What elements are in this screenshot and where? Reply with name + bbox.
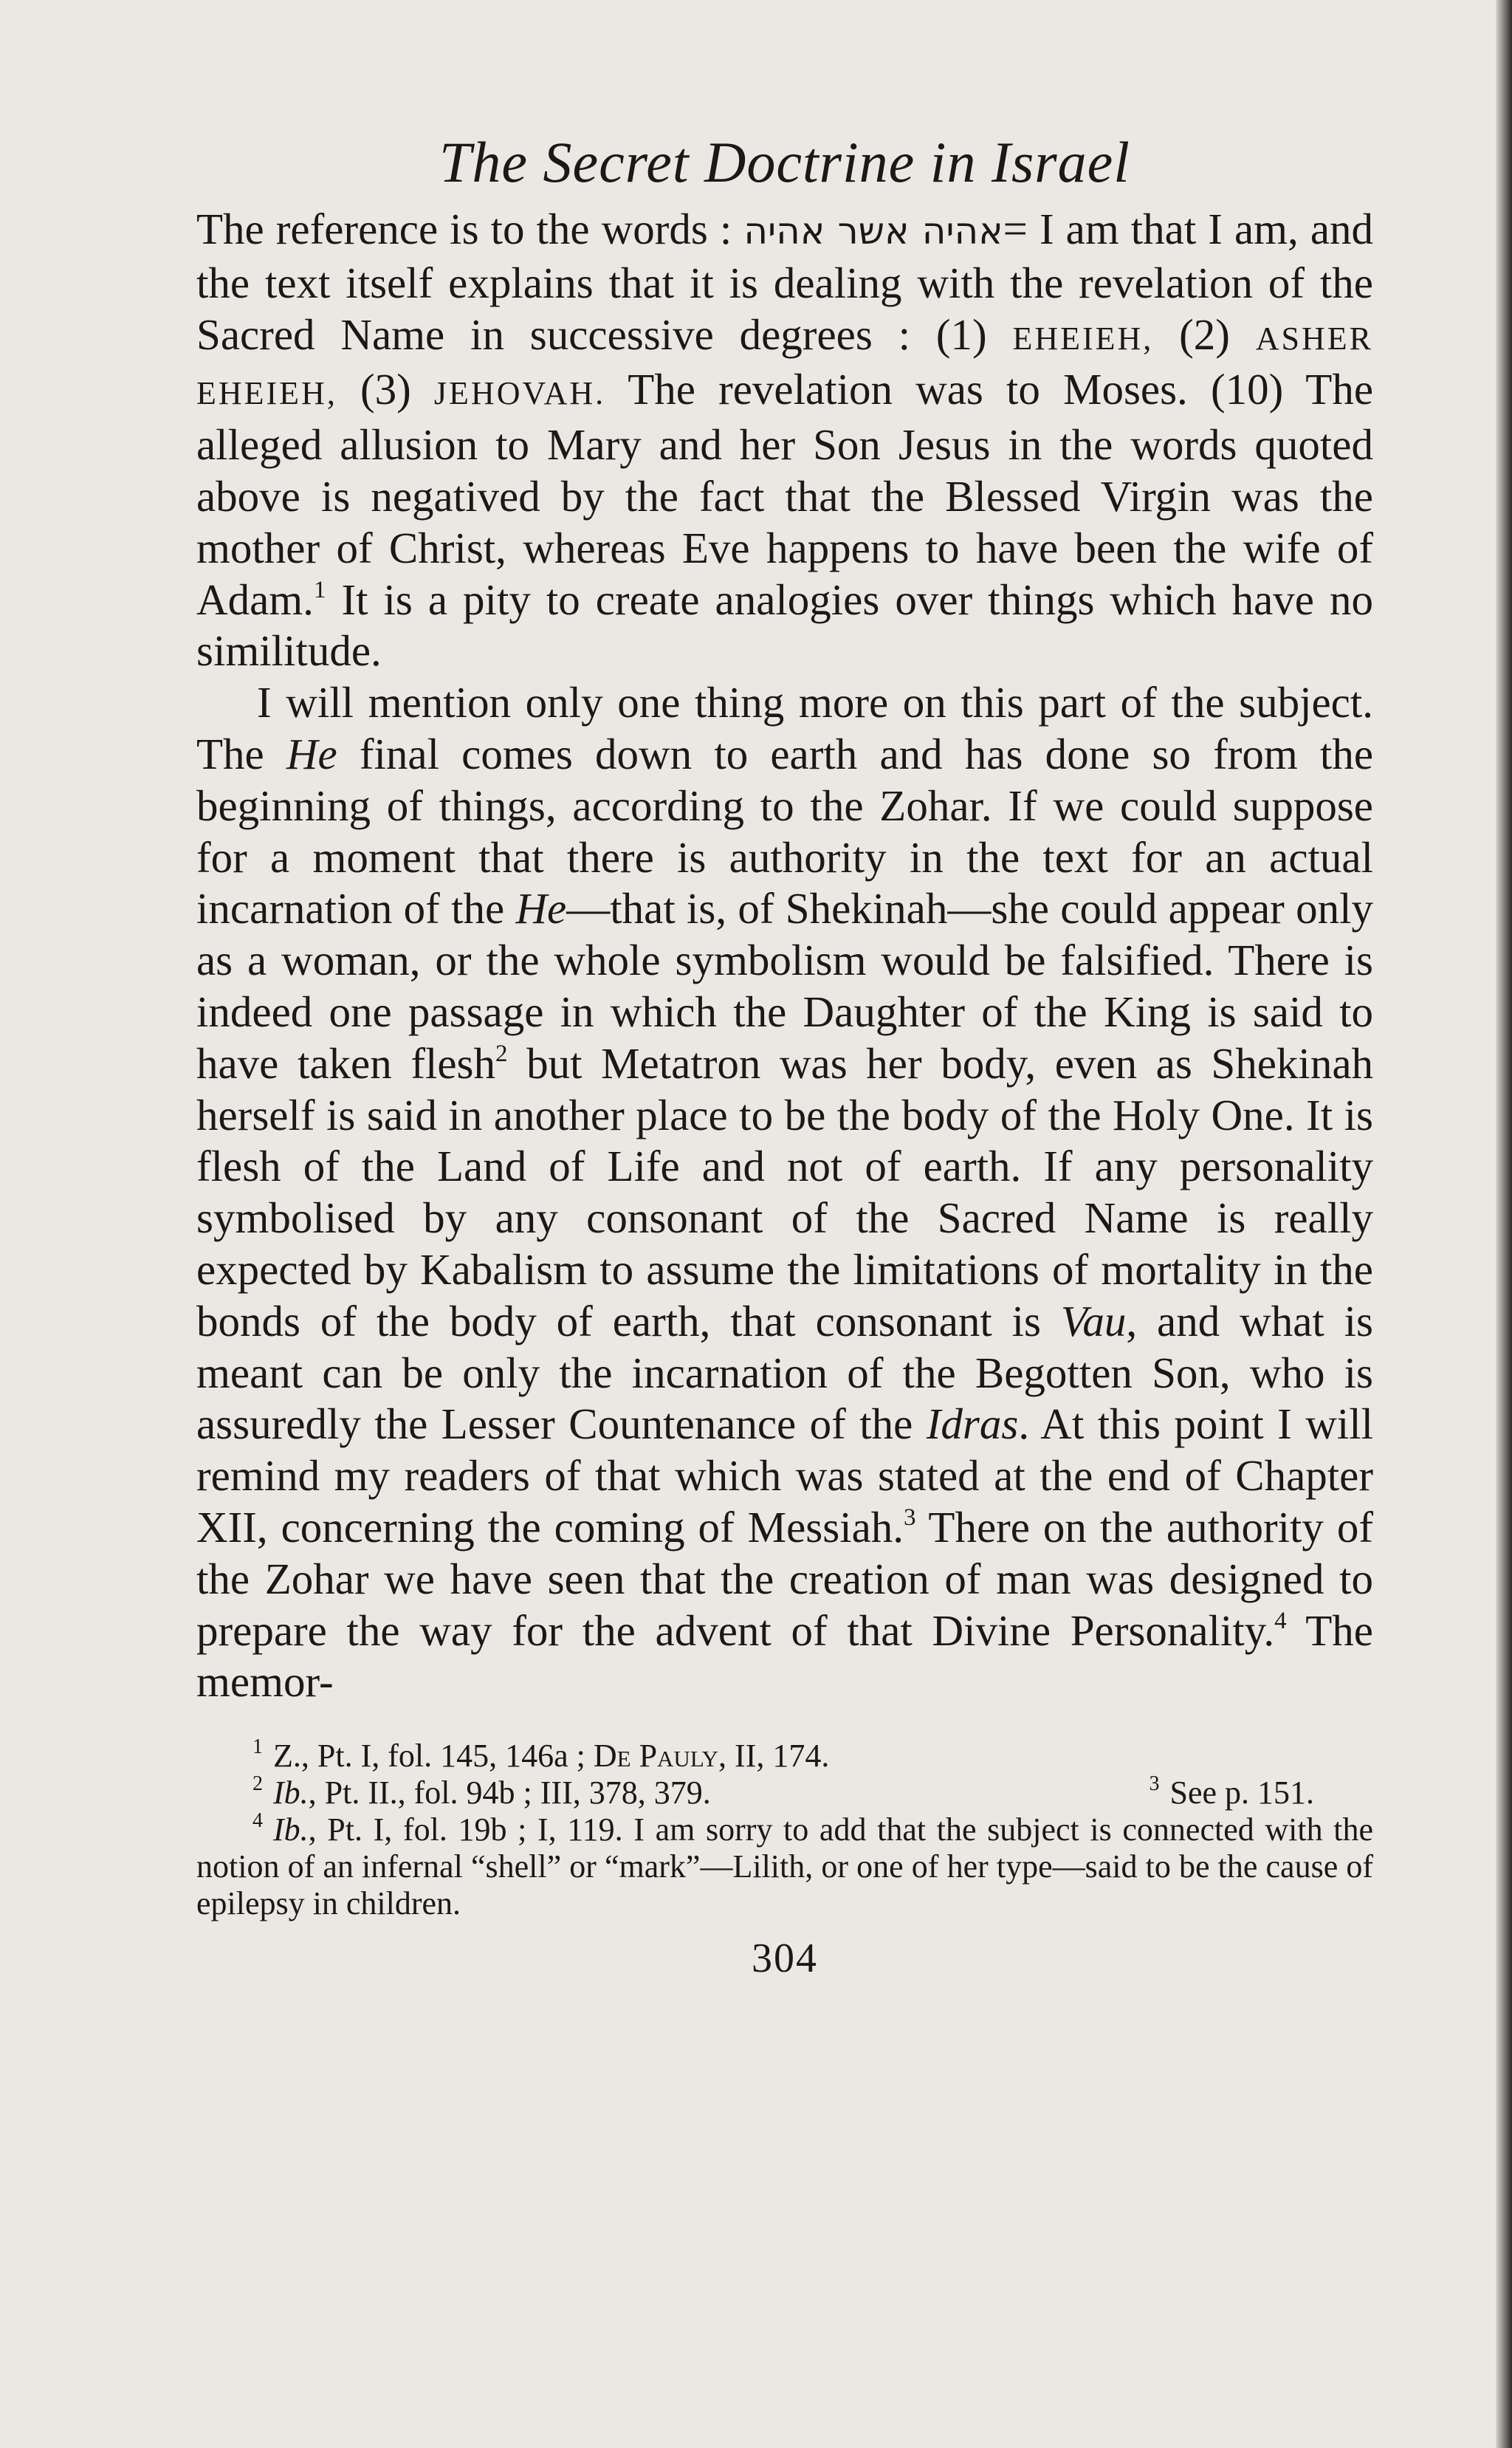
p1-after-hebrew: = I am that I am, and the text itself explains that it is dealing with the revelation of the Sacred Name in successive degrees : (1)	[196, 205, 1374, 359]
footnote-2-number: 2	[252, 1772, 263, 1796]
footnote-ref-2: 2	[495, 1040, 508, 1067]
he-word-2: He	[515, 884, 567, 933]
running-head: The Secret Doctrine in Israel	[439, 130, 1130, 194]
he-word: He	[286, 729, 337, 778]
p2-g: There on the authority of the Zohar we have seen that the creation of man was designed to prepare the way for the advent of that Divine Personality.	[196, 1502, 1373, 1655]
footnote-ref-1: 1	[313, 576, 326, 603]
body-text	[196, 204, 1373, 1708]
footnote-1-text: Z., Pt. I, fol. 145, 146a ;	[273, 1738, 585, 1775]
divine-name-jehovah: JEHOVAH.	[433, 375, 606, 412]
p2-f: . At this point I will remind my readers of that which was stated at the end of Chapter XII, concerning the coming of Messiah.	[196, 1399, 1373, 1552]
p1-rest: The revelation was to Moses. (10) The alleged allusion to Mary and her Son Jesus in the words quoted above is negatived by the fact that the Blessed Virgin was the mother of Christ, whereas Eve happens to have been the wife of Adam.	[196, 365, 1374, 624]
page-number: 304	[752, 1936, 818, 1982]
footnote-4-number: 4	[252, 1809, 263, 1833]
footnote-1-author: De Pauly	[593, 1738, 719, 1775]
paragraph-1	[196, 204, 1373, 677]
divine-name-eheieh: EHEIEH,	[1012, 320, 1154, 357]
p2-h: The memor-	[196, 1605, 1373, 1707]
footnotes-2-3-row	[196, 1772, 1373, 1811]
footnote-2	[252, 1772, 711, 1811]
p2-a: I will mention only one thing more on this part of the subject. The	[196, 678, 1373, 778]
footnote-1	[196, 1735, 1373, 1775]
footnote-4-text: , Pt. I, fol. 19b ; I, 119. I am sorry to add that the subject is connected with the notion of an infernal “shell” or “mark”—Lilith, or one of her type—said to be the cause of epilepsy in children.	[196, 1811, 1373, 1922]
p2-d: but Metatron was her body, even as Shekinah herself is said in another place to be the body of the Holy One. It is flesh of the Land of Life and not of earth. If any personality symbolised by any consonant of the Sacred Name is really expected by Kabalism to assume the limitations of mortality in the bonds of the body of earth, that consonant is	[196, 1038, 1373, 1345]
footnotes	[196, 1735, 1373, 1922]
vau-word: Vau	[1060, 1296, 1127, 1345]
footnote-2-text: , Pt. II., fol. 94b ; III, 378, 379.	[308, 1775, 711, 1811]
paragraph-2	[196, 677, 1373, 1708]
p1-end: It is a pity to create analogies over things which have no similitude.	[196, 575, 1373, 676]
footnote-ref-3: 3	[904, 1504, 916, 1531]
footnote-3-text: See p. 151.	[1169, 1775, 1314, 1811]
p2-e: , and what is meant can be only the incarnation of the Begotten Son, who is assuredly the Lesser Countenance of the	[196, 1296, 1373, 1449]
p2-c: —that is, of Shekinah—she could appear only as a woman, or the whole symbolism would be falsified. There is indeed one passage in which the Daughter of the King is said to have taken flesh	[196, 884, 1373, 1088]
footnote-2-ib: Ib.	[273, 1775, 309, 1811]
p1-number-2: (2)	[1179, 309, 1230, 359]
idras-word: Idras	[926, 1399, 1019, 1449]
p1-number-3: (3)	[360, 365, 411, 414]
footnote-ref-4: 4	[1274, 1607, 1287, 1634]
footnote-3-number: 3	[1149, 1772, 1160, 1796]
footnote-4	[196, 1811, 1373, 1922]
hebrew-phrase: אהיה אשר אהיה	[743, 210, 1003, 253]
footnote-4-ib: Ib.	[273, 1811, 309, 1848]
p1-intro: The reference is to the words :	[196, 205, 732, 253]
divine-name-asher-eheieh: ASHER EHEIEH,	[196, 320, 1373, 412]
book-page	[196, 126, 1373, 1984]
page-edge-shadow	[1496, 0, 1512, 2448]
footnote-3	[1149, 1772, 1314, 1811]
p2-b: final comes down to earth and has done so from the beginning of things, according to the Zohar. If we could suppose for a moment that there is authority in the text for an actual incarnation of the	[196, 729, 1374, 933]
footnote-1-rest: , II, 174.	[718, 1738, 830, 1775]
footnote-1-number: 1	[252, 1735, 263, 1759]
